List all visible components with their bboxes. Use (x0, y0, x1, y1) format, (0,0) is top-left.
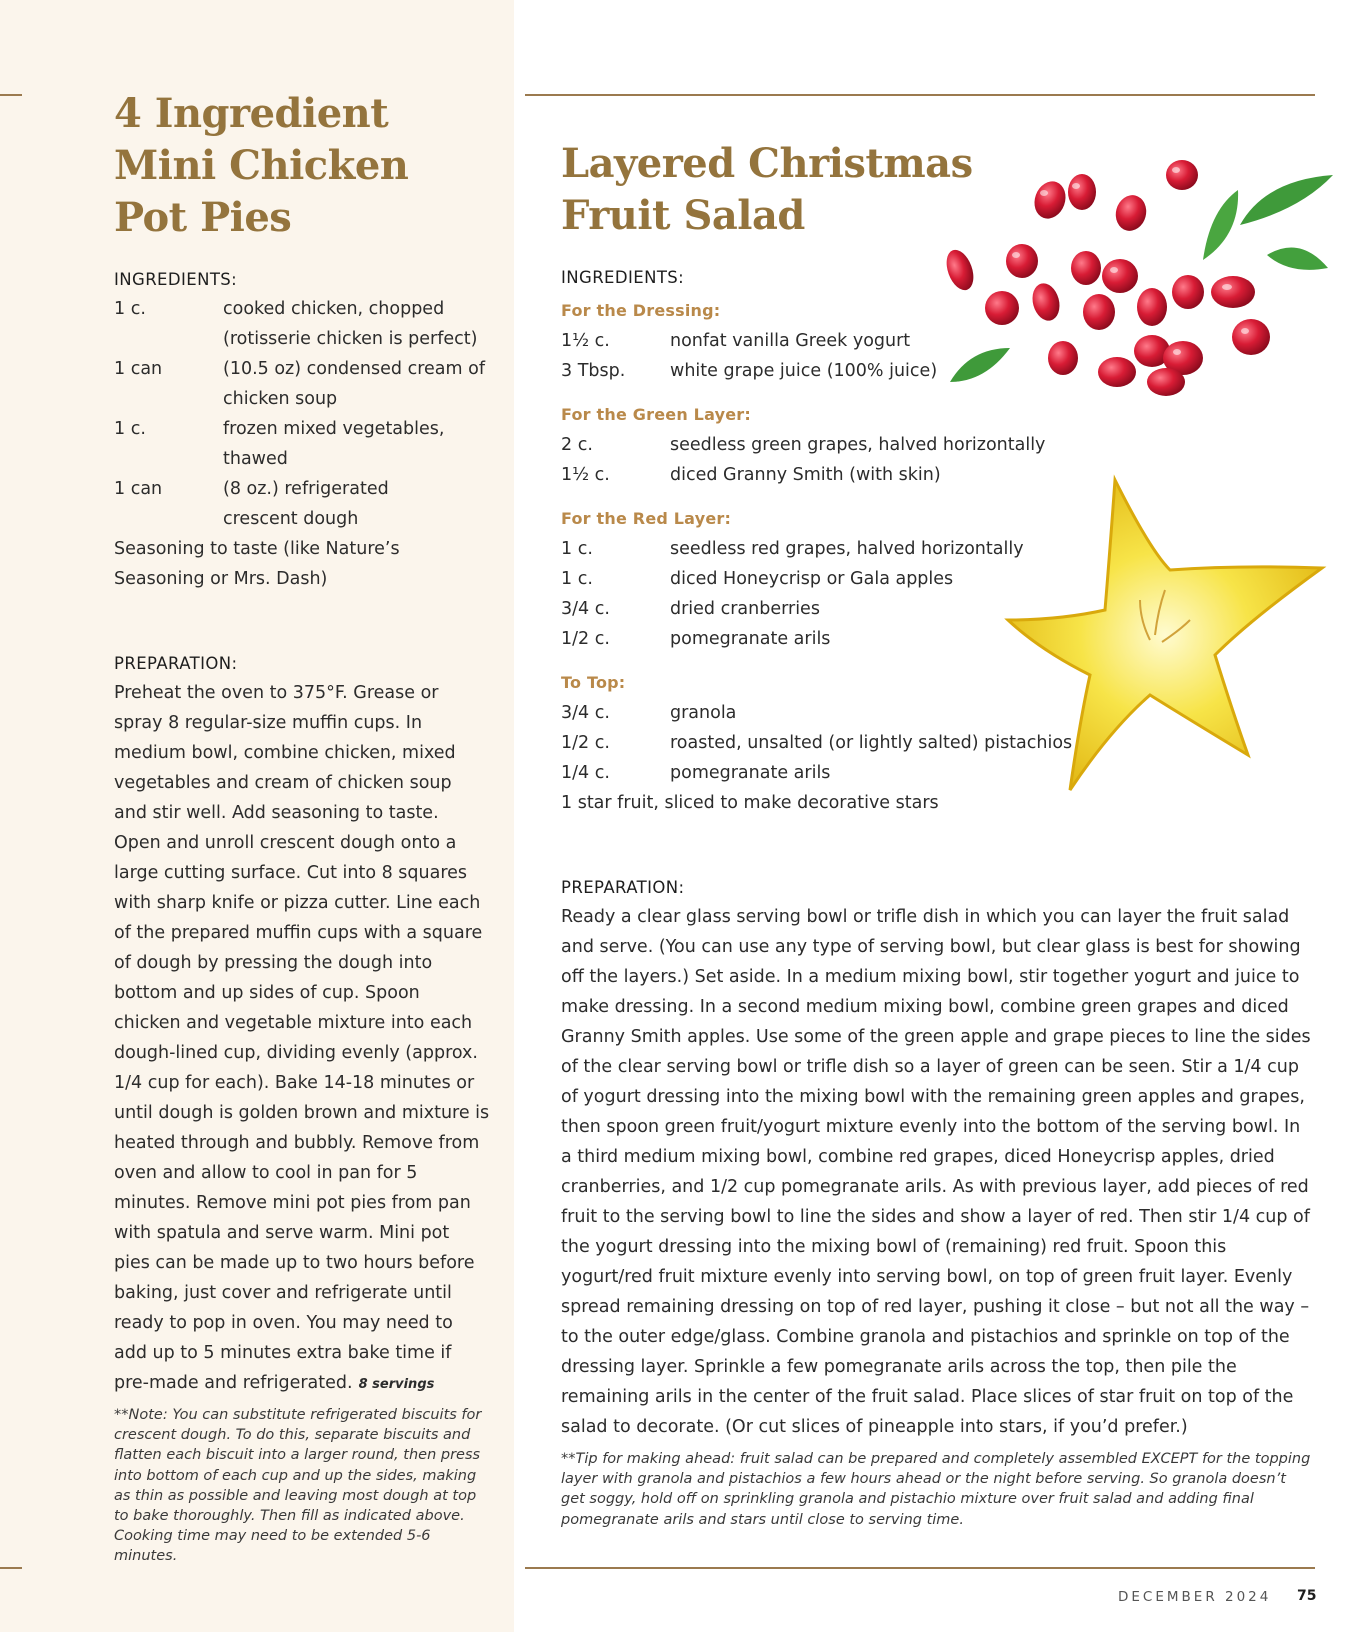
right-ingredients-heading: INGREDIENTS: (561, 268, 685, 287)
ingredient-qty: 1/2 c. (561, 733, 610, 753)
left-preparation-text (114, 678, 490, 1400)
ingredient-qty: 2 c. (561, 435, 593, 455)
left-preparation-heading: PREPARATION: (114, 654, 238, 673)
ingredient-qty: 1 c. (561, 569, 593, 589)
ingredient-row (114, 354, 494, 414)
pomegranate-arils-image (940, 150, 1340, 400)
left-ingredients-heading: INGREDIENTS: (114, 270, 238, 289)
right-title-line-1: Layered Christmas (561, 140, 973, 187)
group-label-dressing: For the Dressing: (561, 301, 721, 320)
ingredient-item: granola (670, 703, 737, 723)
ingredient-item: (8 oz.) refrigerated crescent dough (223, 479, 389, 529)
ingredient-item: seedless red grapes, halved horizontally (670, 539, 1024, 559)
group-label-top: To Top: (561, 673, 626, 692)
right-preparation-text: Ready a clear glass serving bowl or trifle dish in which you can layer the fruit salad and serve. (You can use any type of serving bowl, but clear glass is best for showing off the layers.) Set aside. In a medium mixing bowl, stir together yogurt and juice to make dressing. In a second medium mixing bowl, combine green grapes and diced Granny Smith apples. Use some of the green apple and grape pieces to line the sides of the clear serving bowl or trifle dish so a layer of green can be seen. Stir a 1/4 cup of yogurt dressing into the mixing bowl with the remaining green apples and grapes, then spoon green fruit/yogurt mixture evenly into the bottom of the serving bowl. In a third medium mixing bowl, combine red grapes, diced Honeycrisp apples, dried cranberries, and 1/2 cup pomegranate arils. As with previous layer, add pieces of red fruit to the serving bowl to line the sides and show a layer of red. Then stir 1/4 cup of the yogurt dressing into the mixing bowl of (remaining) red fruit. Spoon this yogurt/red fruit mixture evenly into serving bowl, on top of green fruit layer. Evenly spread remaining dressing on top of red layer, pushing it close – but not all the way – to the outer edge/glass. Combine granola and pistachios and sprinkle on top of the dressing layer. Sprinkle a few pomegranate arils across the top, then pile the remaining arils in the center of the fruit salad. Place slices of star fruit on top of the salad to decorate. (Or cut slices of pineapple into stars, if you’d prefer.) (561, 907, 1311, 1437)
ingredient-row (114, 474, 494, 534)
top-rule-left-stub (0, 94, 22, 96)
page-number: 75 (1297, 1588, 1317, 1604)
ingredient-item: (10.5 oz) condensed cream of chicken soup (223, 359, 485, 409)
left-note: **Note: You can substitute refrigerated biscuits for crescent dough. To do this, separate biscuits and flatten each biscuit into a larger round, then press into bottom of each cup and up the sides, making as thin as possible and leaving most dough at top to bake thoroughly. Then fill as indicated above. Cooking time may need to be extended 5-6 minutes. (114, 1407, 482, 1565)
left-title-line-2: Mini Chicken (114, 142, 409, 189)
ingredient-qty: 1 c. (561, 539, 593, 559)
ingredient-item: dried cranberries (670, 599, 820, 619)
ingredient-item: white grape juice (100% juice) (670, 361, 938, 381)
ingredient-qty: 1 c. (114, 419, 146, 439)
ingredient-item: nonfat vanilla Greek yogurt (670, 331, 911, 351)
right-title-line-2: Fruit Salad (561, 192, 805, 239)
ingredient-qty: 1½ c. (561, 465, 610, 485)
left-ingredients-list (114, 294, 494, 594)
ingredient-item: frozen mixed vegetables, thawed (223, 419, 445, 469)
left-preparation-body: Preheat the oven to 375°F. Grease or spray 8 regular-size muffin cups. In medium bowl, combine chicken, mixed vegetables and cream of chicken soup and stir well. Add seasoning to taste. Open and unroll crescent dough onto a large cutting surface. Cut into 8 squares with sharp knife or pizza cutter. Line each of the prepared muffin cups with a square of dough by pressing the dough into bottom and up sides of cup. Spoon chicken and vegetable mixture into each dough-lined cup, dividing evenly (approx. 1/4 cup for each). Bake 14-18 minutes or until dough is golden brown and mixture is heated through and bubbly. Remove from oven and allow to cool in pan for 5 minutes. Remove mini pot pies from pan with spatula and serve warm. Mini pot pies can be made up to two hours before baking, just cover and refrigerate until ready to pop in oven. You may need to add up to 5 minutes extra bake time if pre-made and refrigerated. (114, 683, 490, 1393)
ingredient-qty: 1/4 c. (561, 763, 610, 783)
ingredient-item: roasted, unsalted (or lightly salted) pistachios (670, 733, 1073, 753)
servings-label: 8 servings (358, 1377, 435, 1392)
right-recipe-title (561, 138, 973, 242)
left-title-line-1: 4 Ingredient (114, 90, 389, 137)
right-preparation-heading: PREPARATION: (561, 878, 685, 897)
ingredient-qty: 3 Tbsp. (561, 361, 626, 381)
ingredient-item: seedless green grapes, halved horizontally (670, 435, 1046, 455)
ingredient-item: diced Honeycrisp or Gala apples (670, 569, 954, 589)
ingredient-qty: 3/4 c. (561, 703, 610, 723)
ingredient-item: pomegranate arils (670, 629, 831, 649)
ingredient-qty: 3/4 c. (561, 599, 610, 619)
group-label-green: For the Green Layer: (561, 405, 751, 424)
right-tip: **Tip for making ahead: fruit salad can be prepared and completely assembled EXCEPT for the topping layer with granola and pistachios a few hours ahead or the night before serving. So granola doesn’t get soggy, hold off on sprinkling granola and pistachio mixture over fruit salad and adding final pomegranate arils and stars until close to serving time. (561, 1451, 1311, 1528)
top-rule-right (525, 94, 1315, 96)
left-recipe-title (114, 88, 408, 244)
ingredient-row (114, 414, 494, 474)
star-fruit-image (1000, 470, 1340, 800)
ingredient-row (114, 294, 494, 354)
bottom-rule-right (525, 1567, 1315, 1569)
ingredient-qty: 1/2 c. (561, 629, 610, 649)
ingredient-qty: 1 c. (114, 299, 146, 319)
ingredient-qty: 1 can (114, 479, 163, 499)
ingredient-qty: 1½ c. (561, 331, 610, 351)
seasoning-line: Seasoning to taste (like Nature’s Seasoning or Mrs. Dash) (114, 539, 400, 589)
ingredient-item: diced Granny Smith (with skin) (670, 465, 941, 485)
ingredient-qty: 1 can (114, 359, 163, 379)
ingredient-item: pomegranate arils (670, 763, 831, 783)
issue-date: DECEMBER 2024 (1118, 1589, 1272, 1605)
ingredient-item: cooked chicken, chopped (rotisserie chicken is perfect) (223, 299, 478, 349)
group-label-red: For the Red Layer: (561, 509, 732, 528)
left-title-line-3: Pot Pies (114, 194, 292, 241)
bottom-rule-left-stub (0, 1567, 22, 1569)
star-fruit-line: 1 star fruit, sliced to make decorative stars (561, 793, 939, 813)
ingredient-row (561, 430, 1101, 460)
